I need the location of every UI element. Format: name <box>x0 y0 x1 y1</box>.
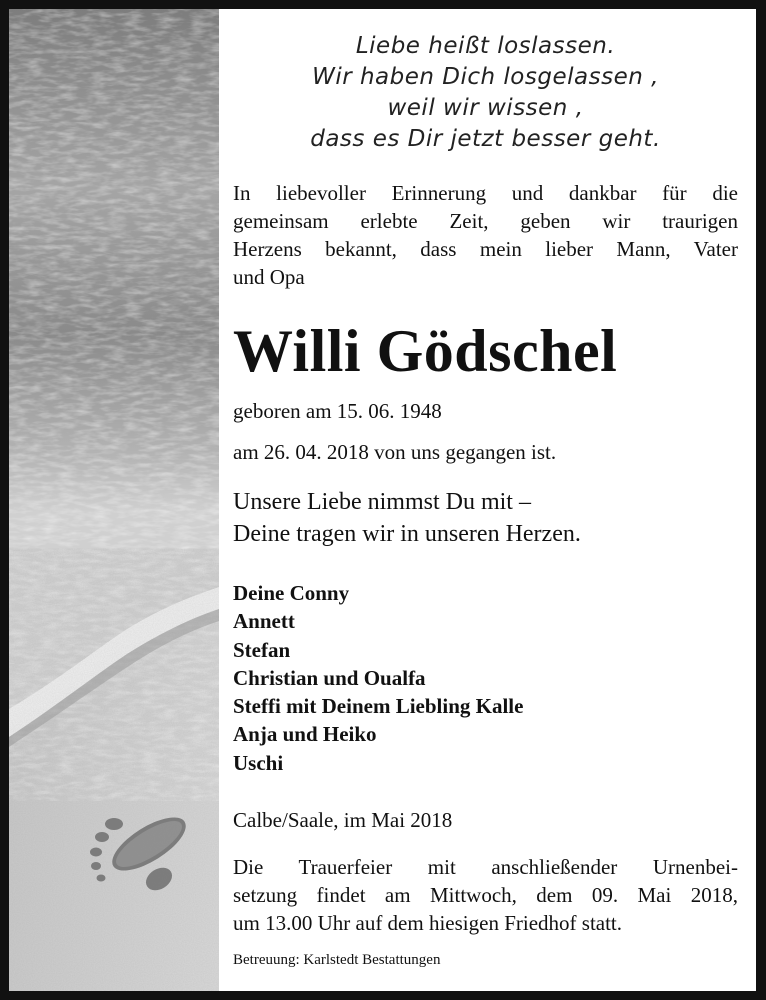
motto-verse <box>233 31 738 155</box>
motto-line: dass es Dir jetzt besser geht. <box>310 126 661 152</box>
death-date: am 26. 04. 2018 von uns gegangen ist. <box>233 440 557 464</box>
service-line: Die Trauerfeier mit anschließender Urnenbei- <box>233 855 738 879</box>
mourner-name: Annett <box>233 609 295 634</box>
intro-line: In liebevoller Erinnerung und dankbar für die <box>233 181 738 205</box>
obituary-text <box>233 9 738 991</box>
verse-line: Deine tragen wir in unseren Herzen. <box>233 521 581 547</box>
place-and-date: Calbe/Saale, im Mai 2018 <box>233 808 453 832</box>
intro-line: gemeinsam erlebte Zeit, geben wir traurigen <box>233 209 738 233</box>
mourners-list <box>233 579 523 777</box>
mourner-name: Stefan <box>233 637 291 662</box>
motto-line: weil wir wissen , <box>387 95 584 121</box>
mourner-name: Anja und Heiko <box>233 722 377 747</box>
motto-line: Wir haben Dich losgelassen , <box>312 64 659 90</box>
motto-line: Liebe heißt loslassen. <box>355 33 616 59</box>
closing-verse <box>233 486 581 550</box>
intro-line: Herzens bekannt, dass mein lieber Mann, Vater <box>233 237 738 261</box>
birth-date: geboren am 15. 06. 1948 <box>233 399 442 423</box>
mourner-name: Uschi <box>233 750 284 775</box>
mourner-name: Christian und Oualfa <box>233 665 426 690</box>
mourner-name: Deine Conny <box>233 581 350 605</box>
mourner-name: Steffi mit Deinem Liebling Kalle <box>233 694 524 719</box>
verse-line: Unsere Liebe nimmst Du mit – <box>233 489 531 515</box>
funeral-service-notice <box>233 853 738 937</box>
intro-paragraph <box>233 179 738 291</box>
obituary-card <box>9 9 756 991</box>
deceased-name: Willi Gödschel <box>233 318 618 384</box>
service-line: setzung findet am Mittwoch, dem 09. Mai 2018, <box>233 883 738 907</box>
beach-footprint-photo <box>9 9 219 991</box>
intro-line: und Opa <box>233 265 305 289</box>
service-line: um 13.00 Uhr auf dem hiesigen Friedhof statt. <box>233 911 623 935</box>
funeral-home: Betreuung: Karlstedt Bestattungen <box>233 952 441 968</box>
